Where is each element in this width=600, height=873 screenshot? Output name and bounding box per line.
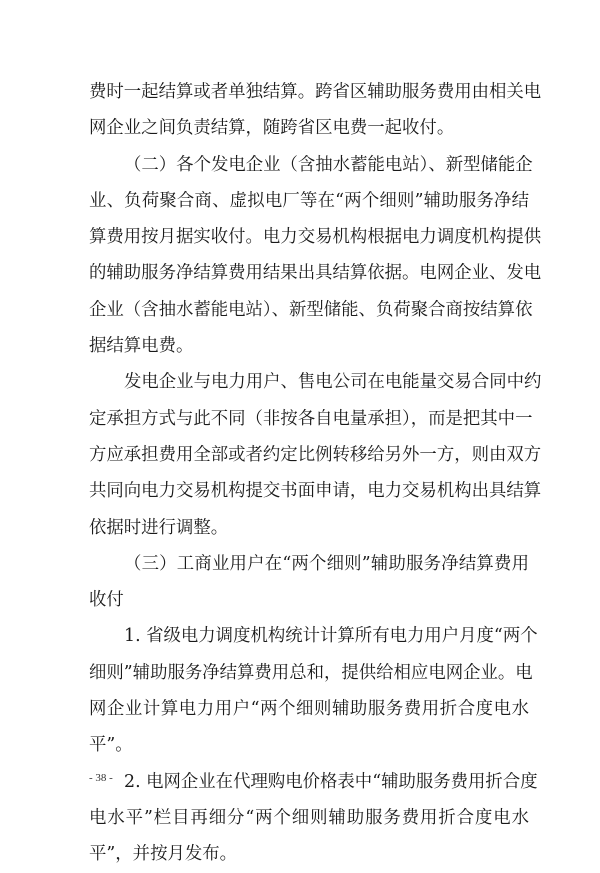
text-line: 的辅助服务净结算费用结果出具结算依据。电网企业、发电	[89, 263, 542, 284]
text-line: 业、负荷聚合商、虚拟电厂等在“两个细则”辅助服务净结	[89, 190, 529, 211]
text-line: 1. 省级电力调度机构统计计算所有电力用户月度“两个	[124, 626, 538, 647]
text-line: 2. 电网企业在代理购电价格表中“辅助服务费用折合度	[124, 771, 538, 792]
text-line: （二）各个发电企业（含抽水蓄能电站）、新型储能企	[124, 154, 533, 175]
text-line: 平”。	[89, 735, 133, 756]
text-line: 收付	[89, 590, 124, 611]
text-line: 定承担方式与此不同（非按各自电量承担），而是把其中一	[89, 408, 533, 429]
page-number: - 38 -	[89, 772, 113, 784]
text-line: 企业（含抽水蓄能电站）、新型储能、负荷聚合商按结算依	[89, 299, 533, 320]
text-line: 网企业之间负责结算，随跨省区电费一起收付。	[89, 118, 455, 139]
text-line: （三）工商业用户在“两个细则”辅助服务净结算费用	[124, 553, 529, 574]
text-line: 方应承担费用全部或者约定比例转移给另外一方，则由双方	[89, 444, 542, 465]
text-line: 网企业计算电力用户“两个细则辅助服务费用折合度电水	[89, 699, 529, 720]
text-line: 电水平”栏目再细分“两个细则辅助服务费用折合度电水	[89, 807, 529, 828]
text-line: 依据时进行调整。	[89, 517, 229, 538]
text-line: 据结算电费。	[89, 336, 194, 357]
text-line: 共同向电力交易机构提交书面申请，电力交易机构出具结算	[89, 481, 542, 502]
text-line: 细则”辅助服务净结算费用总和，提供给相应电网企业。电	[89, 662, 533, 683]
body-text	[89, 74, 542, 873]
text-line: 发电企业与电力用户、售电公司在电能量交易合同中约	[124, 372, 542, 393]
text-line: 算费用按月据实收付。电力交易机构根据电力调度机构提供	[89, 227, 542, 248]
text-line: 平”，并按月发布。	[89, 844, 238, 865]
text-line: 费时一起结算或者单独结算。跨省区辅助服务费用由相关电	[89, 82, 542, 102]
